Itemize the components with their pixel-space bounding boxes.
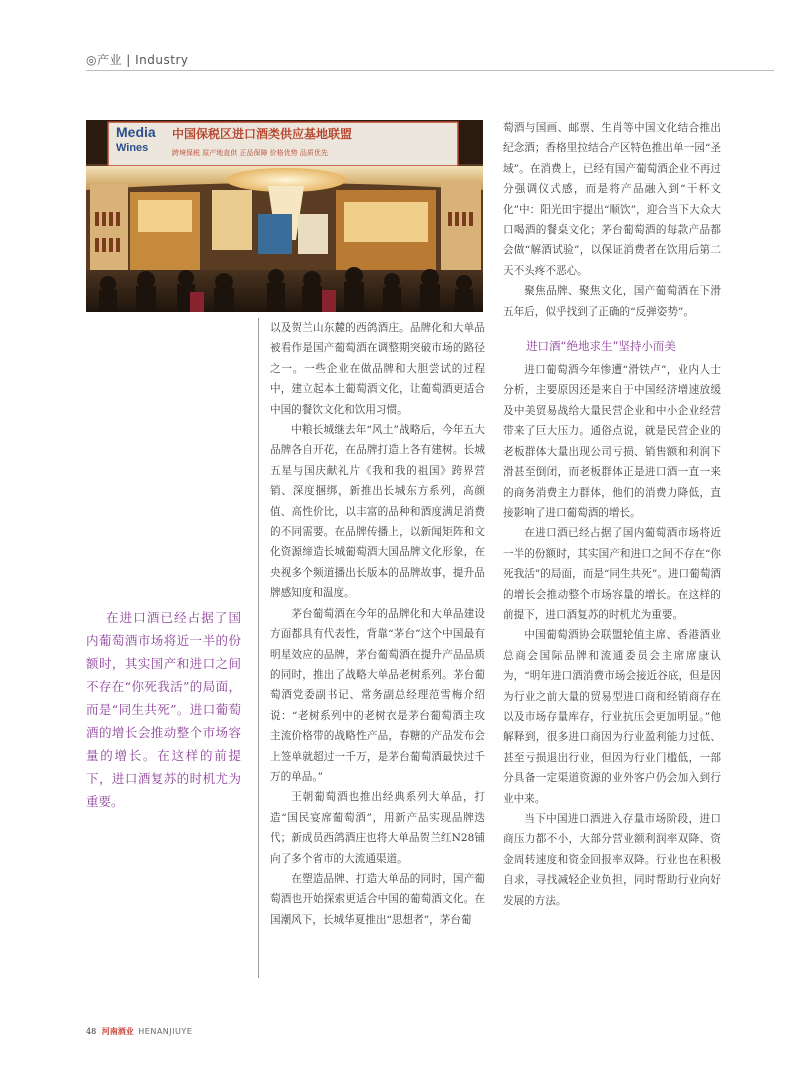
article-column-middle (270, 318, 485, 930)
paragraph: 当下中国进口酒进入存量市场阶段，进口商压力都不小，大部分营业额利润率双降、资金周转速度和资金回报率双降。行业也在积极自求，寻找减轻企业负担，同时帮助行业向好发展的方法。 (503, 813, 721, 907)
paragraph: 以及贺兰山东麓的西鸽酒庄。品牌化和大单品被看作是国产葡萄酒在调整期突破市场的路径之一。一些企业在做品牌和大胆尝试的过程中，建立起本土葡萄酒文化，让葡萄酒更适合中国的餐饮文化和饮用习惯。 (270, 322, 485, 416)
sign-title: 中国保税区进口酒类供应基地联盟 (172, 127, 353, 141)
pull-quote: 在进口酒已经占据了国内葡萄酒市场将近一半的份额时，其实国产和进口之间不存在“你死我活”的局面，而是“同生共死”。进口葡萄酒的增长会推动整个市场容量的增长。在这样的前提下，进口酒复苏的时机尤为重要。 (86, 610, 241, 809)
column-divider (258, 318, 259, 978)
magazine-name: 河南酒业 (101, 1027, 134, 1036)
magazine-pinyin: HENANJIUYE (138, 1027, 193, 1036)
expo-photo (86, 120, 483, 312)
paragraph: 在进口酒已经占据了国内葡萄酒市场将近一半的份额时，其实国产和进口之间不存在“你死我活”的局面，而是“同生共死”。进口葡萄酒的增长会推动整个市场容量的增长。在这样的前提下，进口酒复苏的时机尤为重要。 (503, 527, 721, 621)
section-subheading: 进口酒“绝地求生”坚持小而美 (526, 339, 676, 354)
page-header (86, 50, 774, 70)
section-label: ◎产业 | Industry (86, 53, 189, 67)
sign-brand-top: Media (116, 124, 156, 140)
paragraph: 中国葡萄酒协会联盟轮值主席、香港酒业总商会国际品牌和流通委员会主席席康认为，“明年进口酒消费市场会接近谷底，但是因为行业之前大量的贸易型进口商和经销商存在以及市场存量库存，行业抗压会更加明显。”他解释到，很多进口商因为行业盈利能力过低、甚至亏损退出行业，但因为行业门槛低，一部分具备一定渠道资源的业外客户仍会加入到行业中来。 (503, 629, 721, 805)
paragraph: 王朝葡萄酒也推出经典系列大单品，打造“国民宴席葡萄酒”，用新产品实现品牌迭代；新成员西鸽酒庄也将大单品贺兰红N28铺向了多个省市的大流通渠道。 (270, 791, 485, 865)
paragraph: 中粮长城继去年“风土”战略后，今年五大品牌各自开花，在品牌打造上各有建树。长城五星与国庆献礼片《我和我的祖国》跨界营销、深度捆绑，新推出长城东方系列，高颜值、高性价比，以丰富的品种和酒度满足消费的不同需要。在品牌传播上，以新闻矩阵和文化资源缔造长城葡萄酒大国品牌文化形象，在央视多个频道播出长版本的品牌故事，提升品牌感知度和温度。 (270, 424, 485, 600)
paragraph: 萄酒与国画、邮票、生肖等中国文化结合推出纪念酒；香格里拉结合产区特色推出单一园“圣域”。在消费上，已经有国产葡萄酒企业不再过分强调仪式感，而是将产品融入到“干杯文化”中：阳光田宇提出“顺饮”，迎合当下大众大口喝酒的餐桌文化；茅台葡萄酒的每款产品都会做“解酒试验”，以保证消费者在饮用后第二天不头疼不恶心。 (503, 122, 721, 277)
page-footer (86, 1026, 192, 1037)
sign-subtitle: 跨境保税 原产地直供 正品保障 价格优势 品质优先 (172, 149, 328, 157)
header-rule (86, 70, 774, 71)
paragraph: 在塑造品牌、打造大单品的同时，国产葡萄酒也开始探索更适合中国的葡萄酒文化。在国潮风下，长城华夏推出“思想者”，茅台葡 (270, 872, 485, 926)
page-number: 48 (86, 1027, 97, 1036)
expo-photo-illustration (86, 120, 483, 312)
article-column-right (503, 118, 721, 911)
paragraph: 聚焦品牌、聚焦文化，国产葡萄酒在下滑五年后，似乎找到了正确的“反弹姿势”。 (503, 285, 721, 318)
paragraph: 茅台葡萄酒在今年的品牌化和大单品建设方面都具有代表性，背靠“茅台”这个中国最有明星效应的品牌，茅台葡萄酒在提升产品品质的同时，推出了战略大单品老树系列。茅台葡萄酒党委副书记、常务副总经理范雪梅介绍说：“老树系列中的老树衣是茅台葡萄酒主攻主流价格带的战略性产品，春糖的产品发布会上签单就超过一千万，是茅台葡萄酒最快过千万的单品。” (270, 607, 485, 783)
sign-brand-bottom: Wines (116, 142, 149, 154)
paragraph: 进口葡萄酒今年惨遭“滑铁卢”，业内人士分析，主要原因还是来自于中国经济增速放缓及中美贸易战给大量民营企业和中小企业经营带来了巨大压力。通俗点说，就是民营企业的老板群体大量出现公司亏损、销售额和利润下滑甚至倒闭，而老板群体正是进口酒一直一来的商务消费主力群体，他们的消费力降低，直接影响了进口葡萄酒的增长。 (503, 364, 721, 519)
